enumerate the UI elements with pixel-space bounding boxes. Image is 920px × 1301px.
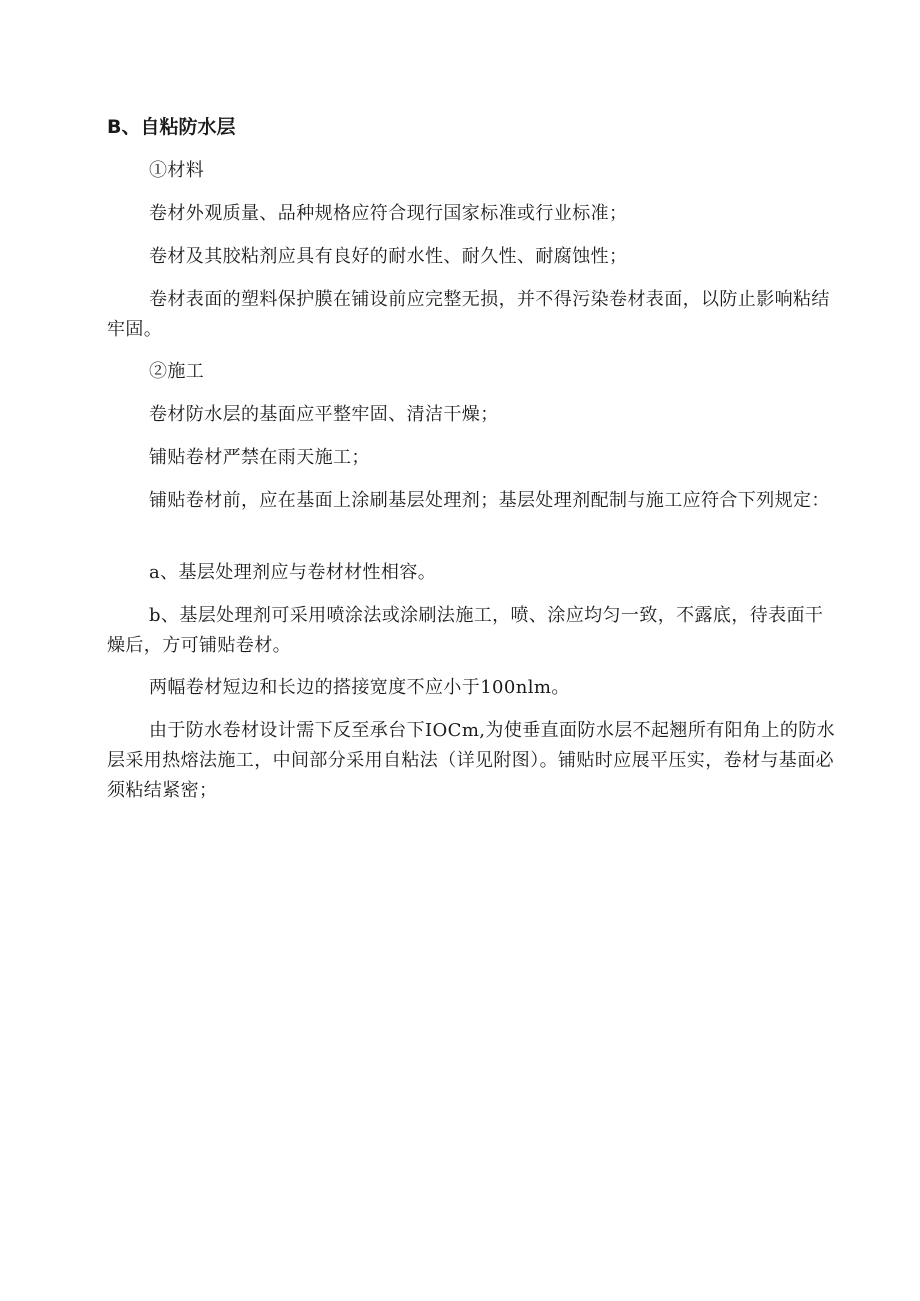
paragraph-overlap-width: 两幅卷材短边和长边的搭接宽度不应小于100nlm。 bbox=[149, 677, 570, 698]
paragraph-primer-rules: 铺贴卷材前，应在基面上涂刷基层处理剂；基层处理剂配制与施工应符合下列规定： bbox=[149, 490, 830, 511]
subheading-construction: ②施工 bbox=[149, 361, 205, 382]
paragraph-base-surface: 卷材防水层的基面应平整牢固、清洁干燥； bbox=[149, 404, 499, 425]
subheading-materials: ①材料 bbox=[149, 160, 205, 181]
paragraph-adhesive-properties: 卷材及其胶粘剂应具有良好的耐水性、耐久性、耐腐蚀性； bbox=[149, 246, 628, 267]
section-heading: B、自粘防水层 bbox=[107, 116, 236, 138]
paragraph-no-rain: 铺贴卷材严禁在雨天施工； bbox=[149, 447, 370, 468]
paragraph-protective-film: 卷材表面的塑料保护膜在铺设前应完整无损，并不得污染卷材表面，以防止影响粘结牢固。 bbox=[107, 289, 830, 340]
paragraph-rule-a: a、基层处理剂应与卷材材性相容。 bbox=[149, 562, 437, 583]
paragraph-installation-method: 由于防水卷材设计需下反至承台下IOCm,为使垂直面防水层不起翘所有阳角上的防水层采用热熔法施工，中间部分采用自粘法（详见附图）。铺贴时应展平压实，卷材与基面必须粘结紧密； bbox=[107, 720, 836, 801]
paragraph-rule-b: b、基层处理剂可采用喷涂法或涂刷法施工，喷、涂应均匀一致，不露底，待表面干燥后，方可铺贴卷材。 bbox=[107, 605, 824, 656]
paragraph-appearance-quality: 卷材外观质量、品种规格应符合现行国家标准或行业标准； bbox=[149, 203, 628, 224]
